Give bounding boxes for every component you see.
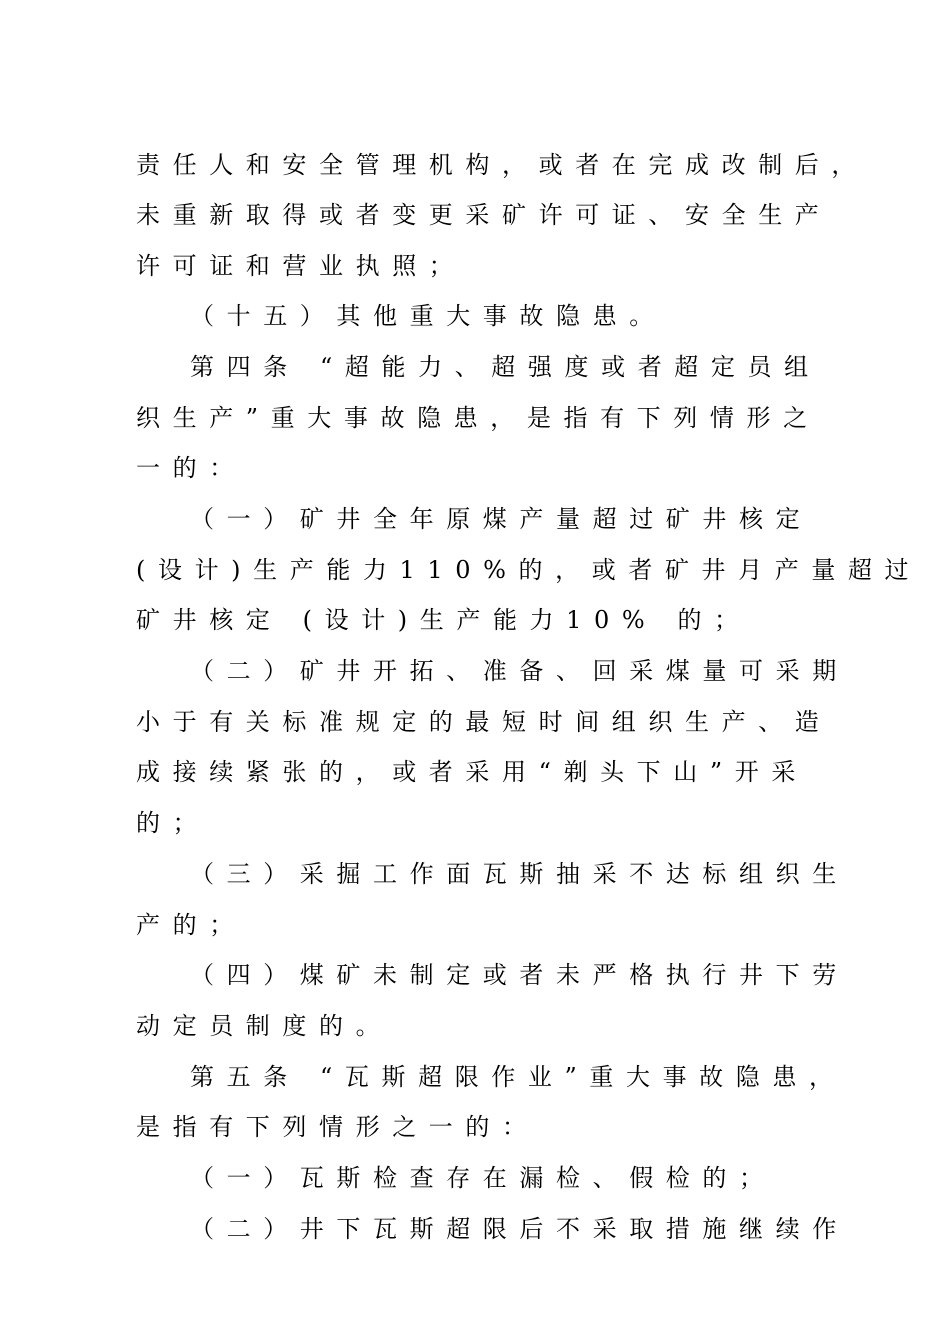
text-line: 责任人和安全管理机构，或者在完成改制后，	[136, 151, 868, 179]
text-line: 许可证和营业执照；	[136, 252, 466, 280]
text-line: （二）矿井开拓、准备、回采煤量可采期	[190, 657, 849, 685]
text-line: （一）矿井全年原煤产量超过矿井核定	[190, 505, 813, 533]
text-line: （四）煤矿未制定或者未严格执行井下劳	[190, 961, 849, 989]
article-heading-line: 第四条 “超能力、超强度或者超定员组	[190, 353, 821, 381]
text-line: （二）井下瓦斯超限后不采取措施继续作	[190, 1215, 849, 1243]
text-line: （十五）其他重大事故隐患。	[190, 302, 666, 330]
text-line: 小于有关标准规定的最短时间组织生产、造	[136, 708, 832, 736]
text-line: 未重新取得或者变更采矿许可证、安全生产	[136, 201, 832, 229]
article-heading-line: 第五条 “瓦斯超限作业”重大事故隐患，	[190, 1063, 846, 1091]
text-line: 产的；	[136, 911, 246, 939]
text-line: （三）采掘工作面瓦斯抽采不达标组织生	[190, 860, 849, 888]
text-line: 动定员制度的。	[136, 1012, 393, 1040]
text-line: 是指有下列情形之一的：	[136, 1113, 539, 1141]
text-line: （一）瓦斯检查存在漏检、假检的；	[190, 1164, 776, 1192]
text-line: (设计)生产能力110%的，或者矿井月产量超过	[136, 556, 922, 584]
text-line: 成接续紧张的，或者采用“剃头下山”开采	[136, 758, 808, 786]
text-line: 的；	[136, 809, 210, 837]
text-line: 织生产”重大事故隐患，是指有下列情形之	[136, 404, 820, 432]
text-line: 矿井核定 (设计)生产能力10% 的；	[136, 606, 751, 634]
text-line: 一的：	[136, 454, 246, 482]
